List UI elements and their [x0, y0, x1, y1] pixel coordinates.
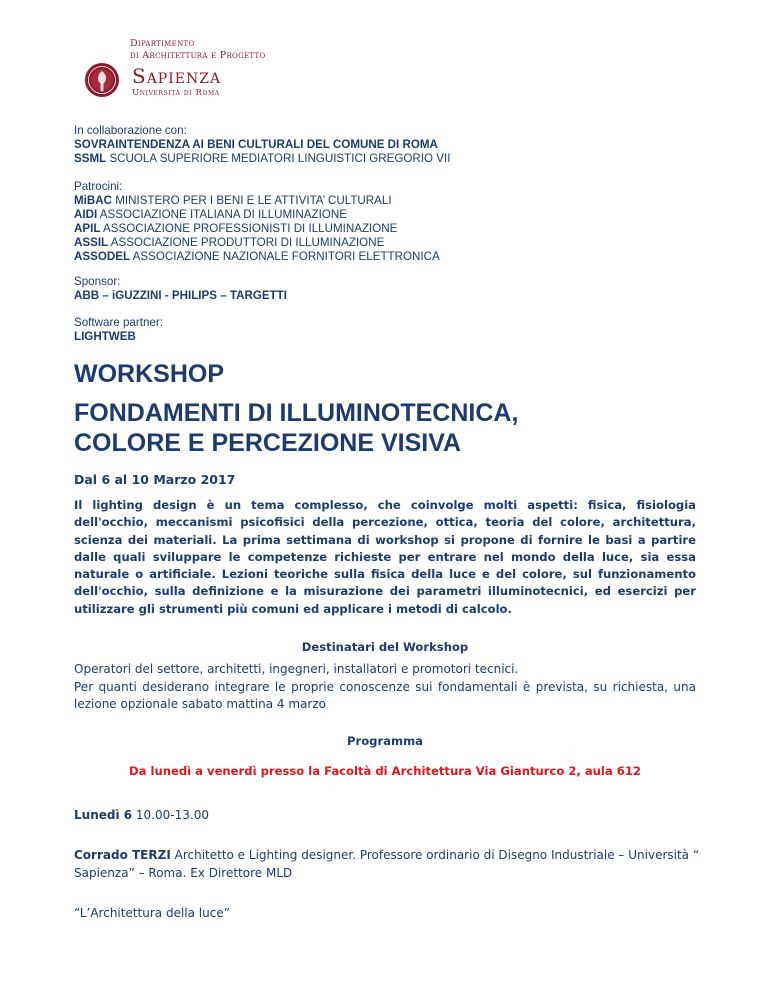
collaboration-item-bold: SOVRAINTENDENZA AI BENI CULTURALI DEL COMUNE DI ROMA — [74, 138, 438, 151]
department-name — [130, 38, 265, 62]
sapienza-seal-icon — [84, 62, 120, 98]
collaboration-label: In collaborazione con: — [74, 124, 187, 137]
collaboration-section — [74, 124, 714, 166]
title-line-2: COLORE E PERCEZIONE VISIVA — [74, 429, 462, 457]
audience-line-1: Operatori del settore, architetti, ingegneri, installatori e promotori tecnici. — [74, 662, 519, 676]
speaker-bio: Architetto e Lighting designer. Professore ordinario di Disegno Industriale – Università “ Sapienza” – Roma. Ex Direttore MLD — [74, 848, 700, 880]
university-subtitle: Università di Roma — [132, 88, 220, 98]
patronage-item — [74, 236, 714, 250]
audience-line-2: Per quanti desiderano integrare le proprie conoscenze sui fondamentali è prevista, su richiesta, una lezione opzionale sabato mattina 4 marzo — [74, 679, 696, 712]
patronage-section — [74, 180, 714, 264]
audience-heading: Destinatari del Workshop — [301, 640, 469, 654]
speaker-entry — [74, 846, 714, 882]
collaboration-item — [74, 152, 714, 166]
day-label: Lunedì 6 — [74, 808, 133, 822]
patronage-item-bold: APIL — [74, 222, 101, 235]
software-label: Software partner: — [74, 316, 163, 329]
collaboration-item-text: SCUOLA SUPERIORE MEDIATORI LINGUISTICI GREGORIO VII — [106, 152, 451, 165]
patronage-item-bold: AIDI — [74, 208, 98, 221]
speaker-name: Corrado TERZI — [74, 848, 171, 862]
patronage-item — [74, 208, 714, 222]
workshop-heading: WORKSHOP — [74, 360, 224, 388]
program-heading: Programma — [346, 734, 423, 748]
collaboration-item-bold: SSML — [74, 152, 107, 165]
patronage-item — [74, 222, 714, 236]
patronage-item — [74, 194, 714, 208]
patronage-item-text: ASSOCIAZIONE ITALIANA DI ILLUMINAZIONE — [97, 208, 347, 221]
day-schedule — [74, 806, 714, 824]
workshop-title — [74, 398, 714, 458]
patronage-item — [74, 250, 714, 264]
dept-line-1: Dipartimento — [130, 38, 195, 49]
day-time: 10.00-13.00 — [132, 808, 209, 822]
dept-line-2: di Architettura e Progetto — [130, 50, 266, 61]
patronage-item-text: ASSOCIAZIONE PROFESSIONISTI DI ILLUMINAZIONE — [100, 222, 398, 235]
patronage-item-text: ASSOCIAZIONE NAZIONALE FORNITORI ELETTRONICA — [130, 250, 440, 263]
patronage-item-bold: MiBAC — [74, 194, 112, 207]
program-location: Da lunedì a venerdì presso la Facoltà di Architettura Via Gianturco 2, aula 612 — [129, 764, 641, 778]
workshop-description: Il lighting design è un tema complesso, che coinvolge molti aspetti: fisica, fisiologia dell'occhio, meccanismi psicofisici della percezione, ottica, teoria del colore, architettura, scienza dei materiali. La prima settimana di workshop si propone di fornire le basi a partire dalle quali sviluppare le competenze richieste per entrare nel mondo della luce, sia essa naturale o artificiale. Lezioni teoriche sulla fisica della luce e del colore, sul funzionamento dell'occhio, sulla definizione e la misurazione dei parametri illuminotecnici, ed esercizi per utilizzare gli strumenti più comuni ed applicare i metodi di calcolo. — [74, 498, 696, 616]
audience-text — [74, 661, 696, 714]
lecture-title: “L’Architettura della luce” — [74, 906, 230, 920]
sponsor-names: ABB – iGUZZINI - PHILIPS – TARGETTI — [74, 289, 287, 302]
patronage-item-bold: ASSODEL — [74, 250, 131, 263]
software-name: LIGHTWEB — [74, 330, 136, 343]
software-section — [74, 316, 714, 344]
title-line-1: FONDAMENTI DI ILLUMINOTECNICA, — [74, 399, 519, 427]
patronage-item-bold: ASSIL — [74, 236, 109, 249]
workshop-dates: Dal 6 al 10 Marzo 2017 — [74, 472, 236, 487]
university-name: Sapienza — [132, 64, 222, 88]
patronage-label: Patrocini: — [74, 180, 123, 193]
software-value — [74, 330, 714, 344]
collaboration-item — [74, 138, 714, 152]
sponsor-label: Sponsor: — [74, 275, 121, 288]
sponsor-value — [74, 289, 714, 303]
patronage-item-text: ASSOCIAZIONE PRODUTTORI DI ILLUMINAZIONE — [108, 236, 385, 249]
patronage-item-text: MINISTERO PER I BENI E LE ATTIVITA’ CULTURALI — [112, 194, 392, 207]
sponsor-section — [74, 275, 714, 303]
